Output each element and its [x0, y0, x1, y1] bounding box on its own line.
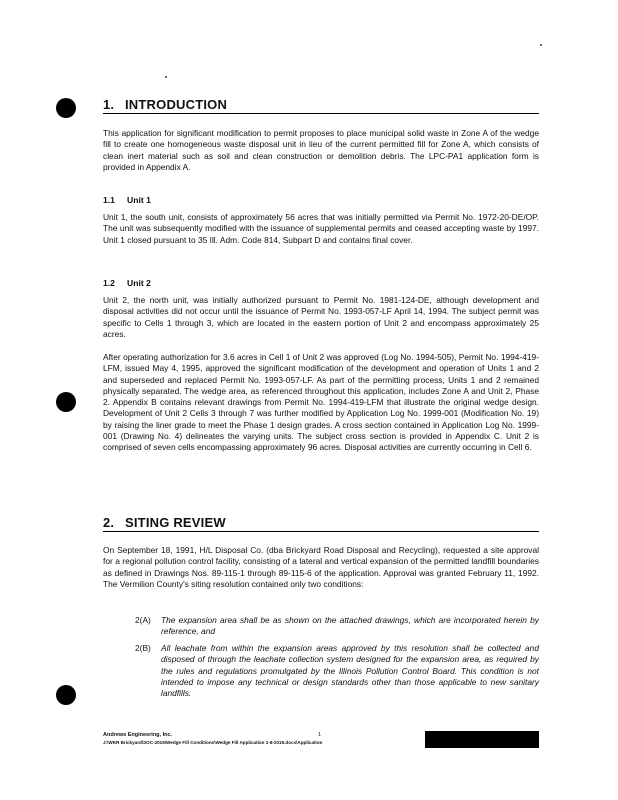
section-title: INTRODUCTION — [125, 97, 228, 112]
subsection-number: 1.1 — [103, 195, 115, 205]
subsection-number: 1.2 — [103, 278, 115, 288]
scan-speck — [165, 76, 167, 78]
siting-condition — [135, 615, 539, 638]
scan-speck — [540, 44, 542, 46]
page-number: 1 — [318, 732, 322, 738]
section-number: 1. — [103, 97, 115, 112]
footer-company: Andrews Engineering, Inc. — [103, 732, 173, 738]
section-heading-introduction — [103, 97, 539, 114]
section-heading-siting-review — [103, 515, 539, 532]
redaction-bar — [425, 731, 539, 748]
unit1-paragraph: Unit 1, the south unit, consists of approximately 56 acres that was initially permitted via Permit No. 1972-20-DE/OP. The unit was subsequently modified with the issuance of supplemental permits and ceased accepting waste by 1997. Unit 1 closed pursuant to 35 Ill. Adm. Code 814, Subpart D and contains final cover. — [103, 212, 539, 245]
punch-hole — [56, 98, 76, 118]
unit2-paragraph-1: Unit 2, the north unit, was initially authorized pursuant to Permit No. 1981-124-DE, although development and disposal activities did not occur until the issuance of Permit No. 1993-057-LF April 14, 1994. The subject permit was specific to Cells 1 through 3, which are located in the eastern portion of Unit 2 and encompass approximately 25 acres. — [103, 295, 539, 339]
introduction-paragraph: This application for significant modification to permit proposes to place municipal solid waste in Zone A of the wedge fill to create one homogeneous waste disposal unit in lieu of the current permitted fill for Zone A, which consists of clean inert material such as soil and clean construction or demolition debris. The LPC-PA1 application form is provided in Appendix A. — [103, 128, 539, 172]
condition-text: All leachate from within the expansion areas approved by this resolution shall be collected and disposed of through the leachate collection system designed for the expansion area, as required by the rules and regulations promulgated by the Illinois Pollution Control Board. This condition is not intended to impose any technical or design standards other than those applicable to new sanitary landfills. — [161, 643, 539, 699]
punch-hole — [56, 685, 76, 705]
punch-hole — [56, 392, 76, 412]
condition-text: The expansion area shall be as shown on the attached drawings, which are incorporated herein by reference, and — [161, 615, 539, 637]
footer-file-path: J:\WKR Brickyard\SOC-2015\Wedge Fill Conditions\Wedge Fill Application 1-8-2015.docx\Application — [103, 740, 323, 745]
siting-condition — [135, 643, 539, 699]
condition-label: 2(A) — [135, 615, 151, 625]
subsection-title: Unit 1 — [127, 195, 151, 205]
siting-paragraph: On September 18, 1991, H/L Disposal Co. (dba Brickyard Road Disposal and Recycling), requested a site approval for a regional pollution control facility, consisting of a lateral and vertical expansion of the permitted landfill boundaries as defined in Drawings Nos. 89-115-1 through 89-115-6 of the application. Approval was granted February 11, 1992. The Vermilion County's siting resolution contained only two conditions: — [103, 545, 539, 589]
condition-label: 2(B) — [135, 643, 151, 653]
subsection-title: Unit 2 — [127, 278, 151, 288]
section-number: 2. — [103, 515, 115, 530]
section-title: SITING REVIEW — [125, 515, 226, 530]
subsection-heading-unit1 — [103, 195, 151, 205]
subsection-heading-unit2 — [103, 278, 151, 288]
unit2-paragraph-2: After operating authorization for 3.6 acres in Cell 1 of Unit 2 was approved (Log No. 1994-505), Permit No. 1994-419-LFM, issued May 4, 1995, approved the significant modification of the development and operation of Units 1 and 2 and superseded and replaced Permit No. 1993-057-LF. As part of the permitting process, Units 1 and 2 remained physically separated. The wedge area, as referenced throughout this application, includes Zone A and Unit 2, Phase 2. Appendix B contains relevant drawings from Permit No. 1994-419-LFM that illustrate the original wedge design. Development of Unit 2 Cells 3 through 7 was further modified by Application Log No. 1999-001 (Modification No. 19) by raising the liner grade to meet the Phase 1 design grades. A cross section contained in Application Log No. 1999-001 (Drawing No. 4) delineates the varying units. The subject cross section is provided in Appendix C. Unit 2 is comprised of seven cells encompassing approximately 96 acres. Disposal activities are currently occurring in Cell 6. — [103, 352, 539, 453]
